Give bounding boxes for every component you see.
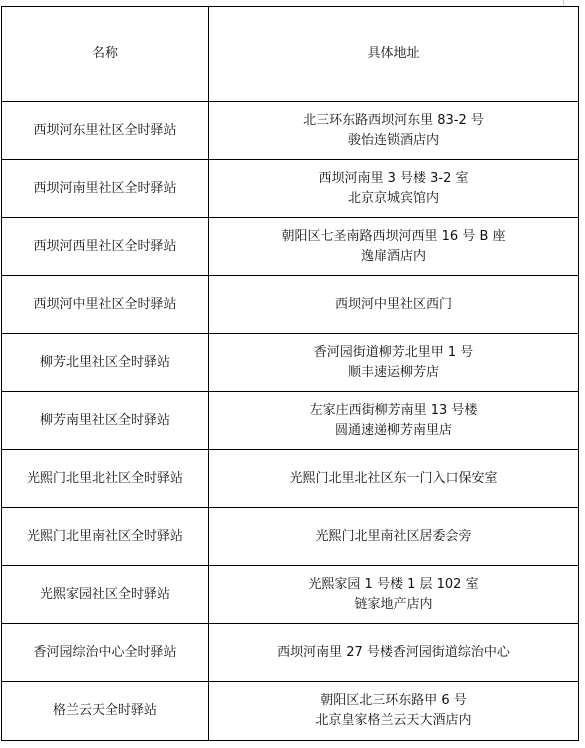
station-address: [209, 276, 579, 334]
address-line: 逸扉酒店内: [360, 248, 426, 264]
station-address: [209, 450, 579, 508]
table-header-row: [2, 7, 579, 102]
header-address: 具体地址: [209, 7, 579, 102]
station-name: 香河园综治中心全时驿站: [2, 624, 209, 682]
table-row: [2, 276, 579, 334]
address-line: 香河园街道柳芳北里甲 1 号: [313, 344, 474, 360]
station-address: [209, 508, 579, 566]
address-line: 朝阳区北三环东路甲 6 号: [320, 693, 467, 708]
table-row: [2, 508, 579, 566]
table-row: [2, 334, 579, 392]
address-line: 光熙门北里北社区东一门入口保安室: [289, 470, 498, 486]
station-address: [209, 160, 579, 218]
station-name: 光熙家园社区全时驿站: [2, 566, 209, 624]
station-address: [209, 392, 579, 450]
address-line: 顺丰速运柳芳店: [347, 364, 439, 380]
station-name: 西坝河东里社区全时驿站: [2, 102, 209, 160]
address-line: 光熙家园 1 号楼 1 层 102 室: [308, 576, 479, 592]
station-address: [209, 102, 579, 160]
station-address: [209, 218, 579, 276]
station-name: 光熙门北里北社区全时驿站: [2, 450, 209, 508]
station-name: 西坝河南里社区全时驿站: [2, 160, 209, 218]
station-name: 柳芳北里社区全时驿站: [2, 334, 209, 392]
address-line: 骏怡连锁酒店内: [347, 132, 439, 148]
address-line: 西坝河中里社区西门: [334, 296, 452, 312]
station-address-table: [1, 6, 579, 741]
address-line: 西坝河南里 27 号楼香河园街道综治中心: [277, 644, 510, 660]
address-line: 朝阳区七圣南路西坝河西里 16 号 B 座: [281, 228, 506, 244]
address-line: 圆通速递柳芳南里店: [334, 422, 452, 438]
table-row: [2, 450, 579, 508]
table-row: [2, 682, 579, 741]
station-address: [209, 566, 579, 624]
table-row: [2, 160, 579, 218]
table-row: [2, 102, 579, 160]
station-name: 光熙门北里南社区全时驿站: [2, 508, 209, 566]
station-name: 柳芳南里社区全时驿站: [2, 392, 209, 450]
table-row: [2, 218, 579, 276]
station-address: [209, 624, 579, 682]
station-address: [209, 682, 579, 741]
address-line: 北京京城宾馆内: [347, 190, 439, 206]
address-line: 北京皇家格兰云天大酒店内: [315, 713, 472, 728]
table-row: [2, 624, 579, 682]
table-row: [2, 566, 579, 624]
address-line: 链家地产店内: [354, 596, 433, 612]
address-line: 左家庄西街柳芳南里 13 号楼: [309, 402, 478, 418]
address-line: 北三环东路西坝河东里 83-2 号: [303, 112, 484, 128]
station-name: 西坝河中里社区全时驿站: [2, 276, 209, 334]
header-name: 名称: [2, 7, 209, 102]
address-line: 西坝河南里 3 号楼 3-2 室: [318, 170, 469, 186]
table-row: [2, 392, 579, 450]
station-name: 格兰云天全时驿站: [2, 682, 209, 741]
address-line: 光熙门北里南社区居委会旁: [315, 528, 472, 544]
station-address: [209, 334, 579, 392]
station-name: 西坝河西里社区全时驿站: [2, 218, 209, 276]
